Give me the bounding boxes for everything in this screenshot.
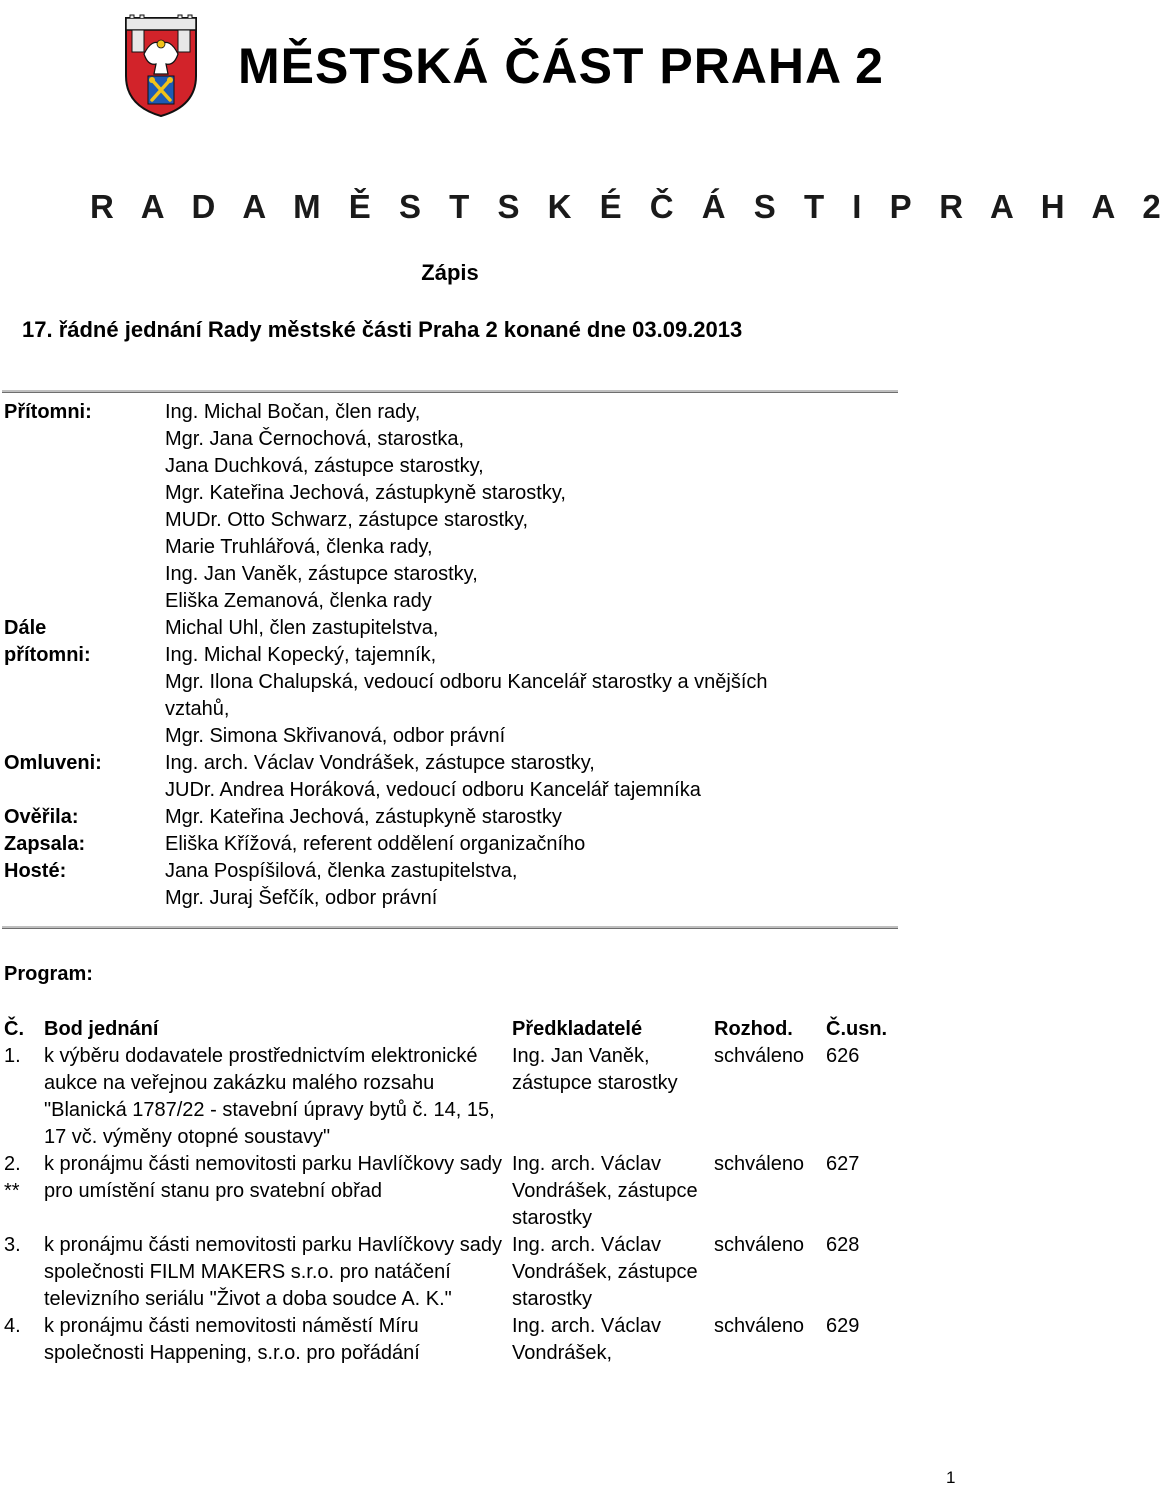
row-item: k pronájmu části nemovitosti parku Havlíčkovy sady pro umístění stanu pro svatební obřad xyxy=(44,1153,502,1202)
label-excused: Omluveni: xyxy=(4,752,102,774)
table-row xyxy=(4,1151,904,1232)
attendance-line: Ing. Michal Kopecký, tajemník, xyxy=(165,644,437,666)
attendance-line: Ing. Jan Vaněk, zástupce starostky, xyxy=(165,563,478,585)
header-num: Č. xyxy=(4,1018,24,1040)
row-resolution: 627 xyxy=(826,1153,860,1175)
row-num: 2. ** xyxy=(4,1153,21,1202)
attendance-line: Mgr. Ilona Chalupská, vedoucí odboru Kancelář starostky a vnějších xyxy=(165,671,768,693)
row-decision: schváleno xyxy=(714,1153,805,1175)
agenda-header-row xyxy=(4,1016,904,1043)
row-presenter: Ing. Jan Vaněk, zástupce starostky xyxy=(512,1045,678,1094)
attendance-line: Mgr. Simona Skřivanová, odbor právní xyxy=(165,725,506,747)
row-item: k pronájmu části nemovitosti náměstí Míru společnosti Happening, s.r.o. pro pořádání xyxy=(44,1315,420,1364)
attendance-line: Ing. Michal Bočan, člen rady, xyxy=(165,401,421,423)
municipality-name: MĚSTSKÁ ČÁST PRAHA 2 xyxy=(238,38,884,94)
row-num: 4. xyxy=(4,1315,21,1337)
attendance-line: Mgr. Juraj Šefčík, odbor právní xyxy=(165,887,438,909)
header-decision: Rozhod. xyxy=(714,1018,793,1040)
label-also-present-1: Dále xyxy=(4,617,47,639)
header-item: Bod jednání xyxy=(44,1018,159,1040)
document-type: Zápis xyxy=(421,260,479,285)
row-item: k pronájmu části nemovitosti parku Havlíčkovy sady společnosti FILM MAKERS s.r.o. pro natáčení televizního seriálu "Život a doba soudce A. K." xyxy=(44,1234,502,1310)
divider-bottom xyxy=(2,926,898,929)
agenda-table xyxy=(4,1016,904,1367)
header-presenter: Předkladatelé xyxy=(512,1018,643,1040)
attendance-line: Marie Truhlářová, členka rady, xyxy=(165,536,433,558)
row-num: 1. xyxy=(4,1045,21,1067)
label-guests: Hosté: xyxy=(4,860,67,882)
table-row xyxy=(4,1043,904,1151)
attendance-list xyxy=(165,399,895,912)
attendance-line: Jana Duchková, zástupce starostky, xyxy=(165,455,484,477)
attendance-line: Mgr. Jana Černochová, starostka, xyxy=(165,428,465,450)
row-item: k výběru dodavatele prostřednictvím elektronické aukce na veřejnou zakázku malého rozsahu "Blanická 1787/22 - stavební úpravy bytů č. 14, 15, 17 vč. výměny otopné soustavy" xyxy=(44,1045,495,1148)
label-recorded: Zapsala: xyxy=(4,833,86,855)
document-title: R A D A M Ě S T S K É Č Á S T I P R A H A 2 xyxy=(90,188,1170,225)
row-presenter: Ing. arch. Václav Vondrášek, xyxy=(512,1315,661,1364)
attendance-line: Mgr. Kateřina Jechová, zástupkyně starostky xyxy=(165,806,562,828)
row-presenter: Ing. arch. Václav Vondrášek, zástupce starostky xyxy=(512,1234,698,1310)
attendance-line: vztahů, xyxy=(165,698,230,720)
label-verified: Ověřila: xyxy=(4,806,79,828)
page-number: 1 xyxy=(946,1468,956,1487)
row-decision: schváleno xyxy=(714,1234,805,1256)
attendance-line: JUDr. Andrea Horáková, vedoucí odboru Kancelář tajemníka xyxy=(165,779,701,801)
row-decision: schváleno xyxy=(714,1045,805,1067)
coat-of-arms-logo xyxy=(122,14,200,118)
attendance-line: Ing. arch. Václav Vondrášek, zástupce starostky, xyxy=(165,752,595,774)
attendance-line: Eliška Křížová, referent oddělení organizačního xyxy=(165,833,586,855)
label-also-present-2: přítomni: xyxy=(4,644,91,666)
divider-top xyxy=(2,390,898,393)
meeting-subtitle: 17. řádné jednání Rady městské části Praha 2 konané dne 03.09.2013 xyxy=(22,317,743,342)
row-resolution: 626 xyxy=(826,1045,860,1067)
attendance-line: Michal Uhl, člen zastupitelstva, xyxy=(165,617,439,639)
label-present: Přítomni: xyxy=(4,401,92,423)
row-num: 3. xyxy=(4,1234,21,1256)
attendance-line: Eliška Zemanová, členka rady xyxy=(165,590,432,612)
attendance-line: Mgr. Kateřina Jechová, zástupkyně starostky, xyxy=(165,482,566,504)
attendance-line: Jana Pospíšilová, členka zastupitelstva, xyxy=(165,860,518,882)
program-label: Program: xyxy=(4,963,93,985)
table-row xyxy=(4,1313,904,1367)
row-resolution: 629 xyxy=(826,1315,860,1337)
header-resolution: Č.usn. xyxy=(826,1018,888,1040)
row-presenter: Ing. arch. Václav Vondrášek, zástupce starostky xyxy=(512,1153,698,1229)
row-resolution: 628 xyxy=(826,1234,860,1256)
row-decision: schváleno xyxy=(714,1315,805,1337)
table-row xyxy=(4,1232,904,1313)
attendance-line: MUDr. Otto Schwarz, zástupce starostky, xyxy=(165,509,529,531)
